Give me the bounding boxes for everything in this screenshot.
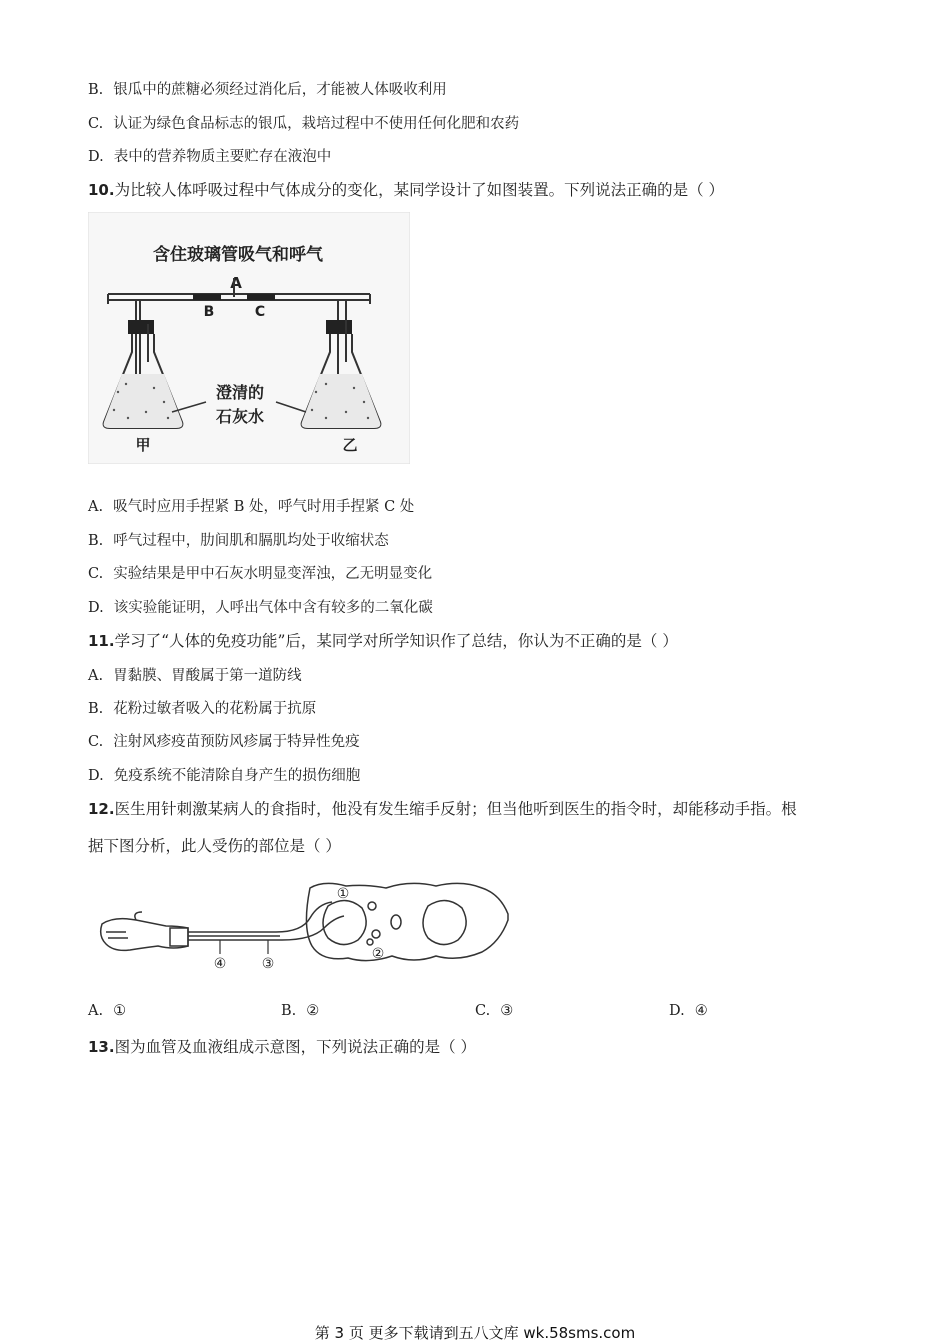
marker-4: ④ bbox=[213, 956, 227, 972]
option-letter: D. bbox=[88, 149, 104, 165]
option-letter: C. bbox=[475, 1003, 491, 1019]
label-b: B bbox=[203, 304, 215, 320]
option-text: 银瓜中的蔗糖必须经过消化后，才能被人体吸收利用 bbox=[113, 82, 447, 98]
option-text: ③ bbox=[500, 1003, 514, 1019]
question-text: 图为血管及血液组成示意图，下列说法正确的是（ ） bbox=[114, 1038, 477, 1056]
option-text: 吸气时应用手捏紧 B 处，呼气时用手捏紧 C 处 bbox=[113, 499, 415, 515]
option-text: 该实验能证明，人呼出气体中含有较多的二氧化碳 bbox=[113, 600, 433, 616]
hand-drawing bbox=[101, 912, 188, 950]
option-letter: C. bbox=[88, 566, 104, 582]
nerve-fibers bbox=[188, 902, 344, 940]
option-text: 注射风疹疫苗预防风疹属于特异性免疫 bbox=[113, 734, 360, 750]
option-text: 实验结果是甲中石灰水明显变浑浊，乙无明显变化 bbox=[113, 566, 433, 582]
q11-option-c bbox=[88, 732, 360, 752]
page-footer: 第 3 页 更多下载请到五八文库 wk.58sms.com bbox=[314, 1324, 636, 1342]
q11-option-b bbox=[88, 699, 316, 719]
option-letter: D. bbox=[669, 1003, 685, 1019]
option-text: 胃黏膜、胃酸属于第一道防线 bbox=[113, 668, 302, 684]
q10-option-c bbox=[88, 564, 432, 584]
q10-option-a bbox=[88, 497, 414, 517]
question-text: 为比较人体呼吸过程中气体成分的变化，某同学设计了如图装置。下列说法正确的是（ ） bbox=[114, 181, 725, 199]
option-text: 免疫系统不能清除自身产生的损伤细胞 bbox=[113, 768, 361, 784]
q10-option-d bbox=[88, 598, 433, 618]
label-a: A bbox=[230, 274, 242, 292]
option-text: ④ bbox=[694, 1003, 708, 1019]
label-c: C bbox=[254, 304, 266, 320]
marker-1: ① bbox=[336, 886, 350, 902]
q9-option-d bbox=[88, 147, 331, 167]
option-letter: A. bbox=[88, 1003, 104, 1019]
q12-stem-line2 bbox=[88, 836, 341, 856]
option-letter: D. bbox=[88, 600, 104, 616]
option-letter: B. bbox=[88, 82, 104, 98]
figure-caption: 含住玻璃管吸气和呼气 bbox=[153, 245, 323, 265]
question-number: 10. bbox=[88, 181, 115, 199]
marker-3: ③ bbox=[261, 956, 275, 972]
q12-stem-line1 bbox=[88, 799, 797, 819]
option-text: ② bbox=[306, 1003, 320, 1019]
q11-stem bbox=[88, 631, 678, 651]
breathing-apparatus-figure bbox=[88, 212, 410, 464]
q12-option-d bbox=[669, 1003, 708, 1019]
option-text: 表中的营养物质主要贮存在液泡中 bbox=[113, 149, 332, 165]
option-text: 认证为绿色食品标志的银瓜，栽培过程中不使用任何化肥和农药 bbox=[113, 116, 520, 132]
option-letter: C. bbox=[88, 734, 104, 750]
option-letter: C. bbox=[88, 116, 104, 132]
question-number: 11. bbox=[88, 632, 115, 650]
flask-right-label: 乙 bbox=[342, 436, 358, 454]
question-text: 学习了“人体的免疫功能”后，某同学对所学知识作了总结，你认为不正确的是（ ） bbox=[114, 632, 678, 650]
liquid-label-line2: 石灰水 bbox=[215, 407, 265, 426]
liquid-label-line1: 澄清的 bbox=[215, 383, 265, 402]
q9-option-c bbox=[88, 114, 519, 134]
option-letter: A. bbox=[88, 499, 104, 515]
q12-option-a bbox=[88, 1003, 126, 1019]
q13-stem bbox=[88, 1037, 476, 1057]
q12-option-b bbox=[281, 1003, 319, 1019]
q9-option-b bbox=[88, 80, 447, 100]
q11-option-d bbox=[88, 766, 360, 786]
q10-option-b bbox=[88, 531, 389, 551]
q10-stem bbox=[88, 180, 724, 200]
question-text: 医生用针刺激某病人的食指时，他没有发生缩手反射；但当他听到医生的指令时，却能移动手指。根 bbox=[114, 800, 797, 818]
option-text: ① bbox=[113, 1003, 127, 1019]
option-text: 花粉过敏者吸入的花粉属于抗原 bbox=[113, 701, 317, 717]
option-letter: B. bbox=[88, 701, 104, 717]
marker-2: ② bbox=[371, 946, 385, 962]
question-text: 据下图分析，此人受伤的部位是（ ） bbox=[88, 837, 341, 855]
option-letter: B. bbox=[88, 533, 104, 549]
option-text: 呼气过程中，肋间肌和膈肌均处于收缩状态 bbox=[113, 533, 389, 549]
option-letter: A. bbox=[88, 668, 104, 684]
question-number: 12. bbox=[88, 800, 115, 818]
option-letter: D. bbox=[88, 768, 104, 784]
flask-left-label: 甲 bbox=[135, 436, 151, 454]
question-number: 13. bbox=[88, 1038, 115, 1056]
option-letter: B. bbox=[281, 1003, 297, 1019]
q11-option-a bbox=[88, 666, 302, 686]
q12-option-c bbox=[475, 1003, 513, 1019]
reflex-arc-figure bbox=[96, 876, 516, 980]
